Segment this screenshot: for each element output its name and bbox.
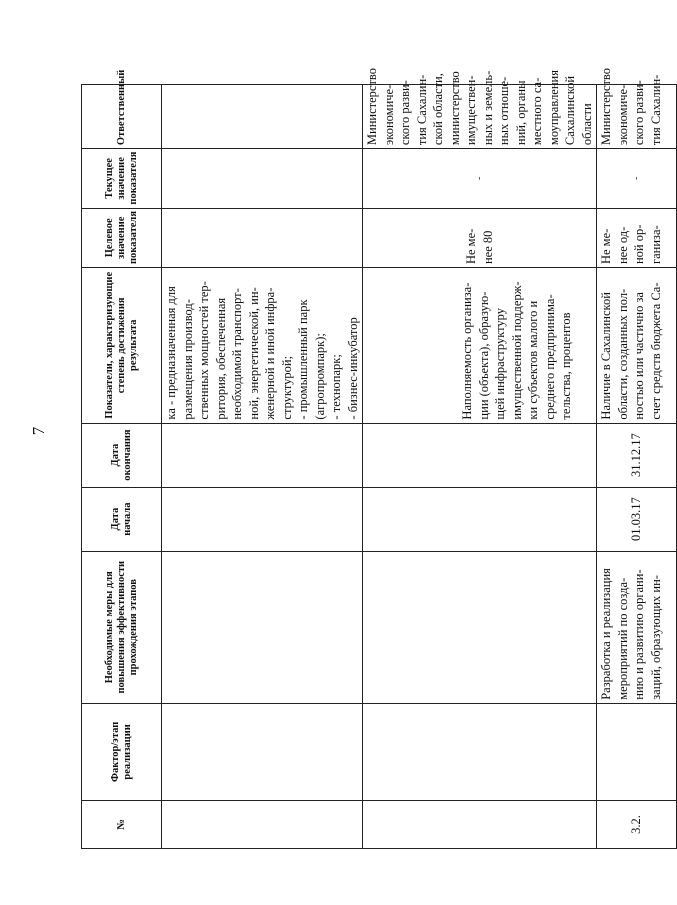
indicator-line: щей инфраструктуру [493, 308, 507, 420]
target-line: Не ме- [599, 228, 613, 265]
target-line: нее од- [615, 226, 630, 265]
row3-start-cell: 01.03.17 [597, 487, 677, 551]
indicator-line: области, созданных пол- [615, 288, 630, 420]
target-line: ганиза- [648, 225, 663, 265]
header-number: № [82, 800, 162, 848]
row3-factor-cell [597, 703, 677, 800]
indicator-line: Наполняемость организа- [460, 282, 474, 420]
responsible-line: ных отноше- [497, 76, 511, 146]
row2-current-cell [363, 149, 597, 208]
measures-table [81, 68, 677, 849]
responsible-line: экономиче- [381, 84, 396, 146]
table-row [363, 85, 597, 849]
indicator-line: ки субъектов малого и [526, 300, 540, 420]
indicator-line: ка - предназначенная для [164, 286, 178, 420]
indicator-line: - технопарк; [329, 354, 343, 420]
responsible-line: ской области, [431, 73, 445, 146]
responsible-line: Министерство [365, 68, 379, 146]
responsible-line: Министерство [599, 68, 613, 146]
row1-end-cell [162, 423, 363, 487]
row1-measures-cell [162, 551, 363, 703]
row2-factor-cell [363, 703, 597, 800]
row2-start-cell [363, 487, 597, 551]
header-start-date: Дата начала [82, 487, 162, 551]
responsible-line: области [579, 103, 594, 146]
header-measures: Необходимые меры для повышения эффективности прохождения этапов [82, 551, 162, 703]
target-line: ной ор- [632, 224, 646, 265]
responsible-line: моуправления [546, 70, 561, 146]
indicator-line: ритория, обеспеченная [213, 297, 228, 420]
target-line: Не ме- [464, 228, 478, 265]
row3-indicator-cell [597, 268, 677, 424]
indicator-line: имущественной поддерж- [509, 281, 524, 420]
row2-end-cell [363, 423, 597, 487]
indicator-line: счет средств бюджета Са- [648, 282, 663, 420]
measures-line: Разработка и реализация [599, 568, 613, 700]
responsible-line: Сахалинской [563, 75, 577, 146]
indicator-line: Наличие в Сахалинской [599, 292, 613, 420]
indicator-line: тельства, процентов [559, 312, 573, 420]
header-current-value: Текущее значение показателя [82, 149, 162, 208]
page-number: 7 [29, 426, 48, 436]
responsible-line: тия Сахалин- [414, 74, 429, 146]
row3-responsible-cell [597, 68, 677, 149]
header-responsible: Ответственный [82, 85, 162, 149]
row3-end-cell: 31.12.17 [597, 423, 677, 487]
indicator-line: женерной и иной инфра- [263, 287, 277, 420]
row1-current-cell [162, 149, 363, 208]
indicator-line: - бизнес-инкубатор [345, 317, 360, 420]
row1-factor-cell [162, 703, 363, 800]
measures-line: мероприятий по созда- [615, 577, 630, 700]
indicator-line: ной, энергетической, ин- [246, 287, 261, 420]
row2-indicator-cell [363, 268, 597, 424]
table-header-row [82, 85, 162, 849]
responsible-line: министерство [447, 71, 462, 146]
indicator-line: ственных мощностей тер- [197, 281, 211, 420]
header-end-date: Дата окончания [82, 423, 162, 487]
indicator-line: структурой; [279, 355, 294, 420]
table-row [597, 85, 677, 849]
header-indicators: Показатели, характеризующие степень достижения результата [82, 268, 162, 424]
responsible-line: ных и земель- [480, 70, 495, 146]
row3-target-cell [597, 208, 677, 267]
row1-number-cell [162, 800, 363, 848]
indicator-line: ностью или частично за [632, 292, 646, 420]
row2-measures-cell [363, 551, 597, 703]
header-target-value: Целевое значение показателя [82, 208, 162, 267]
indicator-line: - промышленный парк [296, 299, 310, 420]
row3-number-cell: 3.2. [597, 800, 677, 848]
row3-measures-cell [597, 551, 677, 703]
indicator-line: размещения производ- [180, 299, 195, 420]
responsible-line: тия Сахалин- [648, 74, 663, 146]
indicator-line: ции (объекта), образую- [476, 291, 491, 420]
indicator-line: (агропромпарк); [312, 333, 327, 420]
responsible-line: экономиче- [615, 84, 630, 146]
responsible-line: имуществен- [464, 75, 478, 146]
responsible-line: местного са- [530, 77, 544, 146]
rotated-table-container [81, 68, 663, 849]
row1-responsible-cell [162, 85, 363, 149]
row1-indicator-cell [162, 268, 363, 424]
measures-line: заций, образующих ин- [648, 575, 663, 700]
responsible-line: ний, органы [513, 80, 528, 146]
row2-number-cell [363, 800, 597, 848]
current-value-mark: - [473, 176, 485, 180]
indicator-line: необходимой транспорт- [230, 288, 244, 420]
measures-line: нию и развитию органи- [632, 569, 646, 700]
row3-current-cell [597, 149, 677, 208]
responsible-line: ского разви- [632, 80, 646, 146]
row1-target-cell [162, 208, 363, 267]
responsible-line: ского разви- [398, 80, 412, 146]
indicator-line: среднего предпринима- [542, 294, 557, 420]
current-value-mark: - [630, 176, 642, 180]
target-line: нее 80 [480, 230, 495, 265]
row2-target-cell [363, 208, 597, 267]
row2-responsible-cell [363, 68, 597, 149]
table-row [162, 85, 363, 849]
header-factor: Фактор/этап реализации [82, 703, 162, 800]
row1-start-cell [162, 487, 363, 551]
